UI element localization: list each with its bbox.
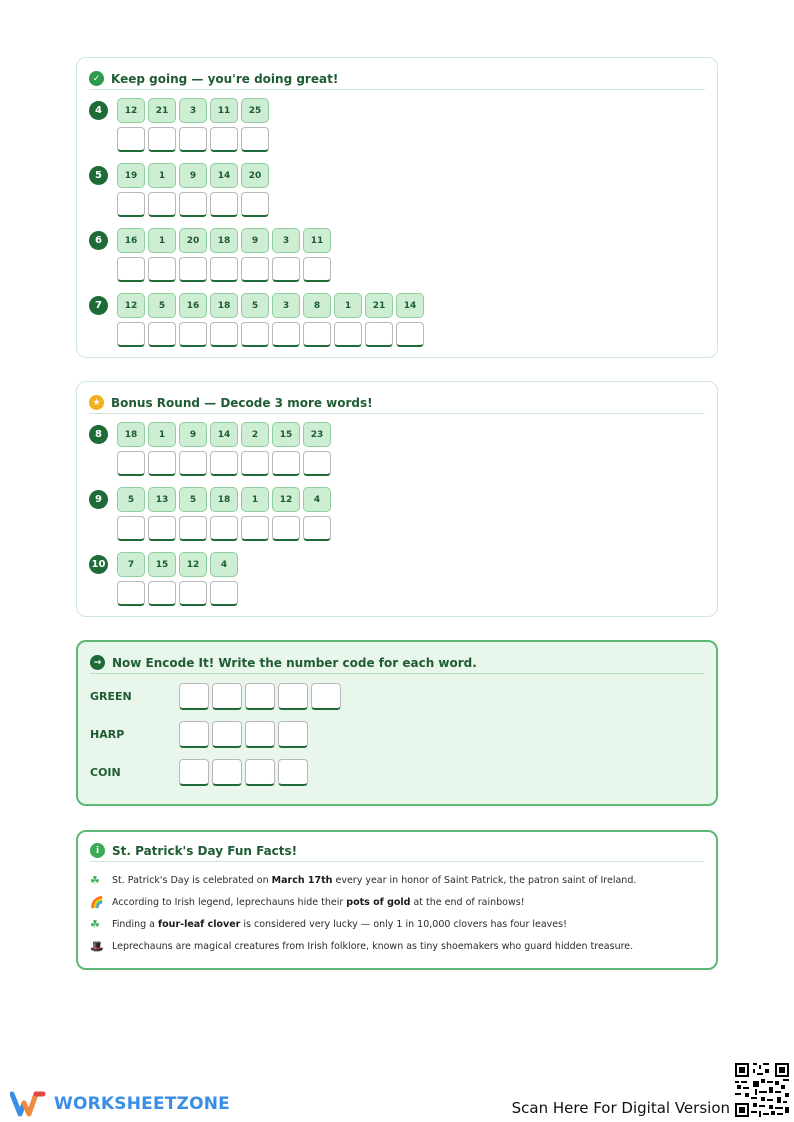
code-cell: 18 bbox=[210, 487, 238, 512]
code-cell: 16 bbox=[117, 228, 145, 253]
facts-card bbox=[76, 830, 718, 970]
fact-text-after: is considered very lucky — only 1 in 10,000 clovers has four leaves! bbox=[240, 918, 567, 930]
encode-answer-box[interactable] bbox=[179, 759, 209, 786]
code-cell: 18 bbox=[117, 422, 145, 447]
answer-box[interactable] bbox=[117, 257, 145, 282]
answer-box[interactable] bbox=[210, 257, 238, 282]
encode-answer-box[interactable] bbox=[245, 721, 275, 748]
code-row bbox=[117, 98, 269, 123]
rainbow-icon: 🌈 bbox=[90, 895, 104, 909]
answer-box[interactable] bbox=[210, 127, 238, 152]
fact-text-bold: pots of gold bbox=[346, 896, 411, 908]
answer-box[interactable] bbox=[148, 257, 176, 282]
code-cell: 1 bbox=[148, 228, 176, 253]
code-cell: 18 bbox=[210, 228, 238, 253]
decode-card bbox=[76, 57, 718, 358]
answer-box[interactable] bbox=[210, 451, 238, 476]
fact-text bbox=[112, 919, 567, 930]
puzzle-number: 9 bbox=[89, 490, 108, 509]
code-cell: 5 bbox=[179, 487, 207, 512]
code-cell: 12 bbox=[117, 98, 145, 123]
code-cell: 13 bbox=[148, 487, 176, 512]
info-icon: i bbox=[90, 843, 105, 858]
code-cell: 5 bbox=[148, 293, 176, 318]
encode-card-title: Now Encode It! Write the number code for each word. bbox=[112, 655, 477, 670]
puzzle-number: 7 bbox=[89, 296, 108, 315]
code-cell: 8 bbox=[303, 293, 331, 318]
fact-item bbox=[90, 893, 704, 911]
code-cell: 5 bbox=[117, 487, 145, 512]
worksheetzone-logo bbox=[10, 1090, 230, 1118]
puzzle-number: 4 bbox=[89, 101, 108, 120]
answer-box[interactable] bbox=[179, 516, 207, 541]
encode-card-header bbox=[90, 652, 704, 674]
encode-answer-box[interactable] bbox=[278, 759, 308, 786]
top-hat-icon: 🎩 bbox=[90, 939, 104, 953]
arrow-right-circle-icon: → bbox=[90, 655, 105, 670]
decode-card-title: Keep going — you're doing great! bbox=[111, 71, 339, 86]
fact-text-before: Leprechauns are magical creatures from Irish folklore, known as tiny shoemakers who guard hidden treasure. bbox=[112, 940, 634, 952]
answer-box[interactable] bbox=[117, 127, 145, 152]
answer-box[interactable] bbox=[179, 257, 207, 282]
encode-answer-box[interactable] bbox=[278, 683, 308, 710]
answer-row bbox=[117, 257, 331, 282]
code-cell: 4 bbox=[303, 487, 331, 512]
answer-row bbox=[117, 581, 238, 606]
shamrock-icon: ☘ bbox=[90, 873, 100, 887]
answer-box[interactable] bbox=[210, 192, 238, 217]
bonus-card-title: Bonus Round — Decode 3 more words! bbox=[111, 395, 373, 410]
fact-text-after: every year in honor of Saint Patrick, the patron saint of Ireland. bbox=[332, 874, 637, 886]
code-cell: 9 bbox=[179, 422, 207, 447]
fact-text-before: Finding a bbox=[112, 918, 159, 930]
code-cell: 9 bbox=[241, 228, 269, 253]
fact-text-bold: March 17th bbox=[271, 874, 333, 886]
answer-box[interactable] bbox=[272, 451, 300, 476]
code-row bbox=[117, 422, 331, 447]
code-cell: 12 bbox=[272, 487, 300, 512]
code-cell: 25 bbox=[241, 98, 269, 123]
fact-item bbox=[90, 937, 704, 955]
answer-box[interactable] bbox=[148, 127, 176, 152]
qr-code-icon[interactable] bbox=[735, 1063, 789, 1117]
answer-box[interactable] bbox=[179, 581, 207, 606]
code-cell: 20 bbox=[241, 163, 269, 188]
answer-box[interactable] bbox=[210, 322, 238, 347]
code-cell: 4 bbox=[210, 552, 238, 577]
code-cell: 1 bbox=[148, 422, 176, 447]
answer-box[interactable] bbox=[365, 322, 393, 347]
answer-box[interactable] bbox=[241, 451, 269, 476]
answer-box[interactable] bbox=[117, 322, 145, 347]
answer-box[interactable] bbox=[241, 516, 269, 541]
code-cell: 1 bbox=[334, 293, 362, 318]
encode-answer-box[interactable] bbox=[278, 721, 308, 748]
answer-box[interactable] bbox=[117, 516, 145, 541]
fact-text bbox=[112, 897, 525, 908]
encode-answer-box[interactable] bbox=[212, 721, 242, 748]
code-cell: 1 bbox=[148, 163, 176, 188]
code-cell: 20 bbox=[179, 228, 207, 253]
encode-answer-box[interactable] bbox=[179, 683, 209, 710]
answer-box[interactable] bbox=[179, 127, 207, 152]
fact-text-after: at the end of rainbows! bbox=[410, 896, 525, 908]
answer-box[interactable] bbox=[179, 322, 207, 347]
fact-item bbox=[90, 915, 704, 933]
answer-box[interactable] bbox=[272, 516, 300, 541]
code-cell: 11 bbox=[303, 228, 331, 253]
code-cell: 12 bbox=[117, 293, 145, 318]
code-cell: 15 bbox=[272, 422, 300, 447]
code-cell: 2 bbox=[241, 422, 269, 447]
code-cell: 14 bbox=[210, 163, 238, 188]
code-cell: 15 bbox=[148, 552, 176, 577]
fact-text bbox=[112, 941, 633, 952]
encode-answer-box[interactable] bbox=[245, 759, 275, 786]
code-cell: 14 bbox=[210, 422, 238, 447]
code-cell: 9 bbox=[179, 163, 207, 188]
puzzle-number: 5 bbox=[89, 166, 108, 185]
fact-text-before: St. Patrick's Day is celebrated on bbox=[112, 874, 272, 886]
star-icon: ★ bbox=[89, 395, 104, 410]
code-row bbox=[117, 487, 331, 512]
answer-box[interactable] bbox=[241, 257, 269, 282]
answer-box[interactable] bbox=[396, 322, 424, 347]
scan-text: Scan Here For Digital Version bbox=[511, 1099, 730, 1117]
answer-box[interactable] bbox=[210, 516, 238, 541]
answer-row bbox=[117, 192, 269, 217]
answer-box[interactable] bbox=[117, 451, 145, 476]
encode-boxes bbox=[179, 721, 308, 748]
fact-item bbox=[90, 871, 704, 889]
answer-row bbox=[117, 127, 269, 152]
encode-answer-box[interactable] bbox=[311, 683, 341, 710]
answer-row bbox=[117, 516, 331, 541]
code-cell: 11 bbox=[210, 98, 238, 123]
brand-name: WORKSHEETZONE bbox=[54, 1094, 230, 1114]
answer-row bbox=[117, 451, 331, 476]
code-cell: 3 bbox=[272, 228, 300, 253]
decode-card-header bbox=[89, 68, 705, 90]
bonus-card bbox=[76, 381, 718, 617]
fact-text bbox=[112, 875, 636, 886]
facts-card-title: St. Patrick's Day Fun Facts! bbox=[112, 843, 298, 858]
answer-box[interactable] bbox=[148, 451, 176, 476]
encode-answer-box[interactable] bbox=[245, 683, 275, 710]
code-cell: 23 bbox=[303, 422, 331, 447]
answer-box[interactable] bbox=[241, 127, 269, 152]
shamrock-icon: ☘ bbox=[90, 917, 100, 931]
bonus-card-header bbox=[89, 392, 705, 414]
code-row bbox=[117, 228, 331, 253]
code-cell: 7 bbox=[117, 552, 145, 577]
answer-box[interactable] bbox=[241, 192, 269, 217]
code-row bbox=[117, 293, 424, 318]
encode-answer-box[interactable] bbox=[212, 683, 242, 710]
puzzle-number: 6 bbox=[89, 231, 108, 250]
code-row bbox=[117, 163, 269, 188]
code-cell: 19 bbox=[117, 163, 145, 188]
puzzle-number: 10 bbox=[89, 555, 108, 574]
answer-box[interactable] bbox=[179, 451, 207, 476]
encode-word: GREEN bbox=[90, 690, 132, 703]
answer-box[interactable] bbox=[148, 581, 176, 606]
facts-card-header bbox=[90, 840, 704, 862]
encode-word: HARP bbox=[90, 728, 125, 741]
code-cell: 21 bbox=[148, 98, 176, 123]
code-cell: 21 bbox=[365, 293, 393, 318]
fact-text-before: According to Irish legend, leprechauns hide their bbox=[112, 896, 347, 908]
encode-boxes bbox=[179, 683, 341, 710]
answer-box[interactable] bbox=[303, 451, 331, 476]
answer-box[interactable] bbox=[303, 516, 331, 541]
puzzle-number: 8 bbox=[89, 425, 108, 444]
encode-card bbox=[76, 640, 718, 806]
code-cell: 12 bbox=[179, 552, 207, 577]
answer-box[interactable] bbox=[148, 192, 176, 217]
answer-box[interactable] bbox=[117, 581, 145, 606]
code-cell: 5 bbox=[241, 293, 269, 318]
code-cell: 1 bbox=[241, 487, 269, 512]
worksheetzone-logo-icon bbox=[10, 1091, 46, 1117]
fact-text-bold: four-leaf clover bbox=[158, 918, 241, 930]
encode-answer-box[interactable] bbox=[179, 721, 209, 748]
answer-box[interactable] bbox=[303, 257, 331, 282]
answer-box[interactable] bbox=[148, 322, 176, 347]
answer-box[interactable] bbox=[334, 322, 362, 347]
encode-boxes bbox=[179, 759, 308, 786]
encode-word: COIN bbox=[90, 766, 121, 779]
check-circle-icon: ✓ bbox=[89, 71, 104, 86]
code-row bbox=[117, 552, 238, 577]
answer-box[interactable] bbox=[241, 322, 269, 347]
answer-box[interactable] bbox=[148, 516, 176, 541]
answer-row bbox=[117, 322, 424, 347]
code-cell: 3 bbox=[179, 98, 207, 123]
code-cell: 3 bbox=[272, 293, 300, 318]
code-cell: 14 bbox=[396, 293, 424, 318]
answer-box[interactable] bbox=[303, 322, 331, 347]
answer-box[interactable] bbox=[210, 581, 238, 606]
answer-box[interactable] bbox=[117, 192, 145, 217]
answer-box[interactable] bbox=[179, 192, 207, 217]
code-cell: 16 bbox=[179, 293, 207, 318]
code-cell: 18 bbox=[210, 293, 238, 318]
answer-box[interactable] bbox=[272, 257, 300, 282]
answer-box[interactable] bbox=[272, 322, 300, 347]
encode-answer-box[interactable] bbox=[212, 759, 242, 786]
